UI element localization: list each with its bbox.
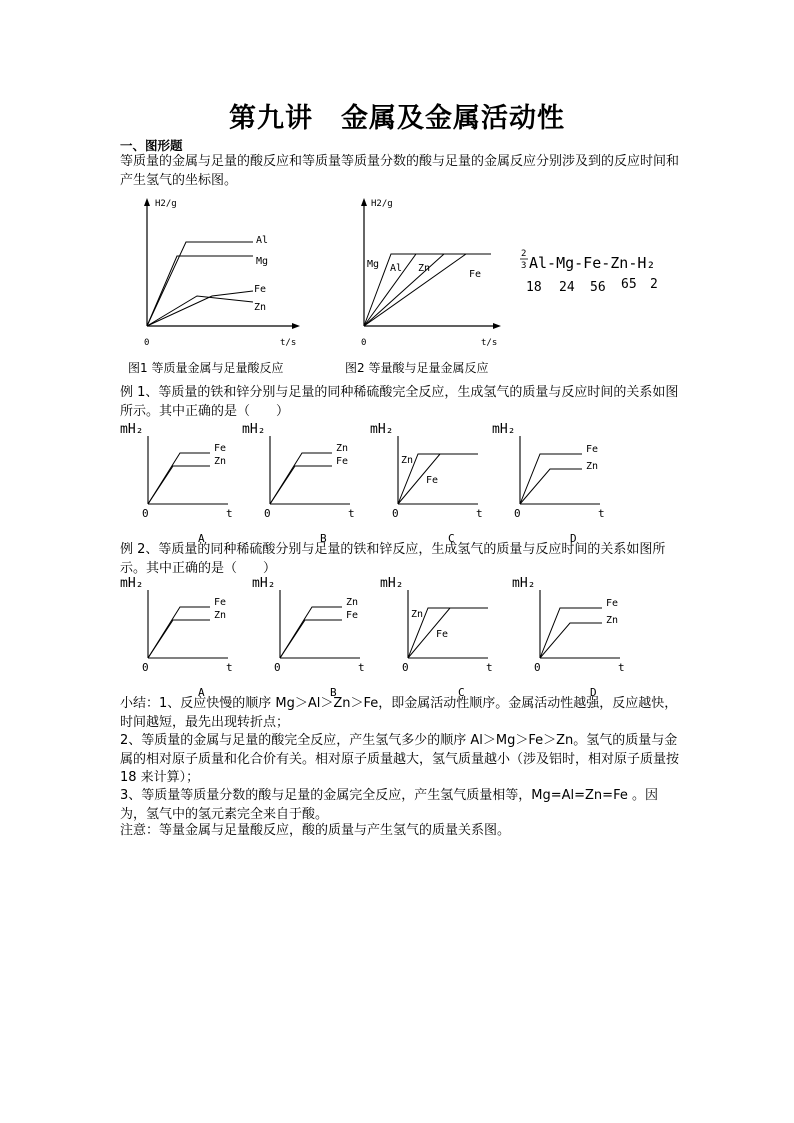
fig1-label-fe: Fe	[254, 284, 267, 295]
formula-mass-h2: 2	[650, 277, 658, 292]
ex1-origin: 0	[392, 507, 399, 520]
ex2-label-fe: Fe	[214, 597, 227, 608]
ex2-graph-c	[378, 575, 498, 700]
molar-ratio-formula	[512, 244, 677, 296]
ex1-ylabel: mH₂	[120, 422, 144, 437]
fig1-label-al: Al	[256, 235, 269, 246]
fig1-label-zn: Zn	[254, 302, 267, 313]
ex2-ylabel: mH₂	[380, 576, 404, 591]
ex2-label-zn: Zn	[411, 609, 424, 620]
ex1-label-zn: Zn	[401, 455, 414, 466]
ex1-origin: 0	[514, 507, 521, 520]
formula-mass-fe: 56	[590, 280, 606, 295]
ex2-line-fe	[148, 607, 210, 658]
formula-chain: Al-Mg-Fe-Zn-H₂	[529, 254, 656, 272]
fig1-label-mg: Mg	[256, 256, 269, 267]
ex2-xlabel: t	[486, 661, 493, 674]
fig2-label-zn: Zn	[418, 263, 431, 274]
figure-1-chart	[120, 192, 320, 378]
ex1-xlabel: t	[226, 507, 233, 520]
summary-2: 2、等质量的金属与足量的酸完全反应，产生氢气多少的顺序 Al＞Mg＞Fe＞Zn。氢气的质量与金属的相对原子质量和化合价有关。相对原子质量越大，氢气质量越小（涉及铝时，相对原子质量按 18 来计算）；	[120, 733, 680, 785]
ex2-ylabel: mH₂	[512, 576, 536, 591]
fig2-label-fe: Fe	[469, 269, 482, 280]
ex2-origin: 0	[402, 661, 409, 674]
ex1-label-zn: Zn	[586, 461, 599, 472]
ex2-label-zn: Zn	[346, 597, 359, 608]
ex2-graph-d	[510, 575, 630, 700]
formula-mass-mg: 24	[559, 280, 575, 295]
fig2-caption: 图2 等量酸与足量金属反应	[345, 361, 489, 375]
ex1-option-label: B	[320, 532, 327, 545]
formula-frac-num: 2	[521, 249, 527, 259]
fig1-ylabel: H2/g	[155, 199, 177, 209]
page-title: 第九讲 金属及金属活动性	[229, 103, 565, 134]
ex1-graph-b	[240, 421, 360, 546]
ex1-line-fe	[520, 454, 582, 504]
formula-mass-al: 18	[526, 280, 542, 295]
summary-3: 3、等质量等质量分数的酸与足量的金属完全反应，产生氢气质量相等，Mg=Al=Zn=Fe 。因为，氢气中的氢元素完全来自于酸。	[120, 788, 658, 822]
fig1-xlabel: t/s	[280, 338, 297, 348]
ex2-option-label: A	[198, 686, 205, 699]
ex1-xlabel: t	[476, 507, 483, 520]
figure-2-chart	[336, 192, 516, 378]
ex2-ylabel: mH₂	[120, 576, 144, 591]
ex1-origin: 0	[142, 507, 149, 520]
formula-frac-den: 3	[521, 261, 527, 271]
example-2-text: 例 2、等质量的同种稀硫酸分别与足量的铁和锌反应，生成氢气的质量与反应时间的关系如图所示。其中正确的是（ ）	[120, 542, 666, 576]
fig1-caption: 图1 等质量金属与足量酸反应	[128, 361, 284, 375]
ex2-option-label: D	[590, 686, 597, 699]
fig1-origin: 0	[144, 338, 150, 348]
ex1-option-label: A	[198, 532, 205, 545]
ex1-graph-d	[490, 421, 610, 546]
ex1-option-label: D	[570, 532, 577, 545]
ex1-line-fe	[148, 453, 210, 504]
fig2-xlabel: t/s	[481, 338, 498, 348]
ex2-origin: 0	[534, 661, 541, 674]
ex2-ylabel: mH₂	[252, 576, 276, 591]
ex2-xlabel: t	[226, 661, 233, 674]
ex1-line-zn	[270, 453, 332, 504]
ex1-label-fe: Fe	[426, 475, 439, 486]
ex2-label-zn: Zn	[214, 610, 227, 621]
ex2-line-zn	[280, 607, 342, 658]
ex2-line-fe	[540, 608, 602, 658]
example-1-text: 例 1、等质量的铁和锌分别与足量的同种稀硫酸完全反应，生成氢气的质量与反应时间的关系如图所示。其中正确的是（ ）	[120, 385, 679, 419]
summary-note: 注意：等量金属与足量酸反应，酸的质量与产生氢气的质量关系图。	[120, 823, 511, 838]
intro-paragraph: 等质量的金属与足量的酸反应和等质量等质量分数的酸与足量的金属反应分别涉及到的反应时间和产生氢气的坐标图。	[120, 154, 680, 188]
ex2-option-label: B	[330, 686, 337, 699]
ex2-label-fe: Fe	[606, 598, 619, 609]
ex1-label-fe: Fe	[214, 443, 227, 454]
ex1-line-zn	[520, 469, 582, 504]
ex2-origin: 0	[274, 661, 281, 674]
ex1-ylabel: mH₂	[370, 422, 394, 437]
ex1-label-zn: Zn	[336, 443, 349, 454]
ex1-ylabel: mH₂	[492, 422, 516, 437]
ex2-xlabel: t	[618, 661, 625, 674]
ex1-option-label: C	[448, 532, 455, 545]
ex1-line-zn	[148, 466, 210, 504]
ex2-line-zn	[540, 623, 602, 658]
ex2-line-fe	[280, 620, 342, 658]
ex2-label-zn: Zn	[606, 615, 619, 626]
ex2-label-fe: Fe	[436, 629, 449, 640]
ex1-origin: 0	[264, 507, 271, 520]
ex1-label-zn: Zn	[214, 456, 227, 467]
fig2-ylabel: H2/g	[371, 199, 393, 209]
fig2-label-al: Al	[390, 263, 403, 274]
ex2-option-label: C	[458, 686, 465, 699]
ex2-line-zn	[148, 620, 210, 658]
fig2-label-mg: Mg	[367, 259, 380, 270]
summary-1: 小结：1、反应快慢的顺序 Mg＞Al＞Zn＞Fe，即金属活动性顺序。金属活动性越强，反应越快，时间越短，最先出现转折点；	[120, 696, 678, 730]
ex1-xlabel: t	[348, 507, 355, 520]
ex1-line-fe	[270, 466, 332, 504]
ex1-xlabel: t	[598, 507, 605, 520]
ex2-label-fe: Fe	[346, 610, 359, 621]
ex2-origin: 0	[142, 661, 149, 674]
ex2-graph-a	[118, 575, 238, 700]
ex1-ylabel: mH₂	[242, 422, 266, 437]
ex1-label-fe: Fe	[586, 444, 599, 455]
ex1-graph-c	[368, 421, 488, 546]
ex1-graph-a	[118, 421, 238, 546]
ex2-xlabel: t	[358, 661, 365, 674]
formula-mass-zn: 65	[621, 277, 637, 292]
ex1-label-fe: Fe	[336, 456, 349, 467]
fig2-origin: 0	[361, 338, 367, 348]
ex2-graph-b	[250, 575, 370, 700]
section-heading: 一、图形题	[120, 138, 183, 153]
